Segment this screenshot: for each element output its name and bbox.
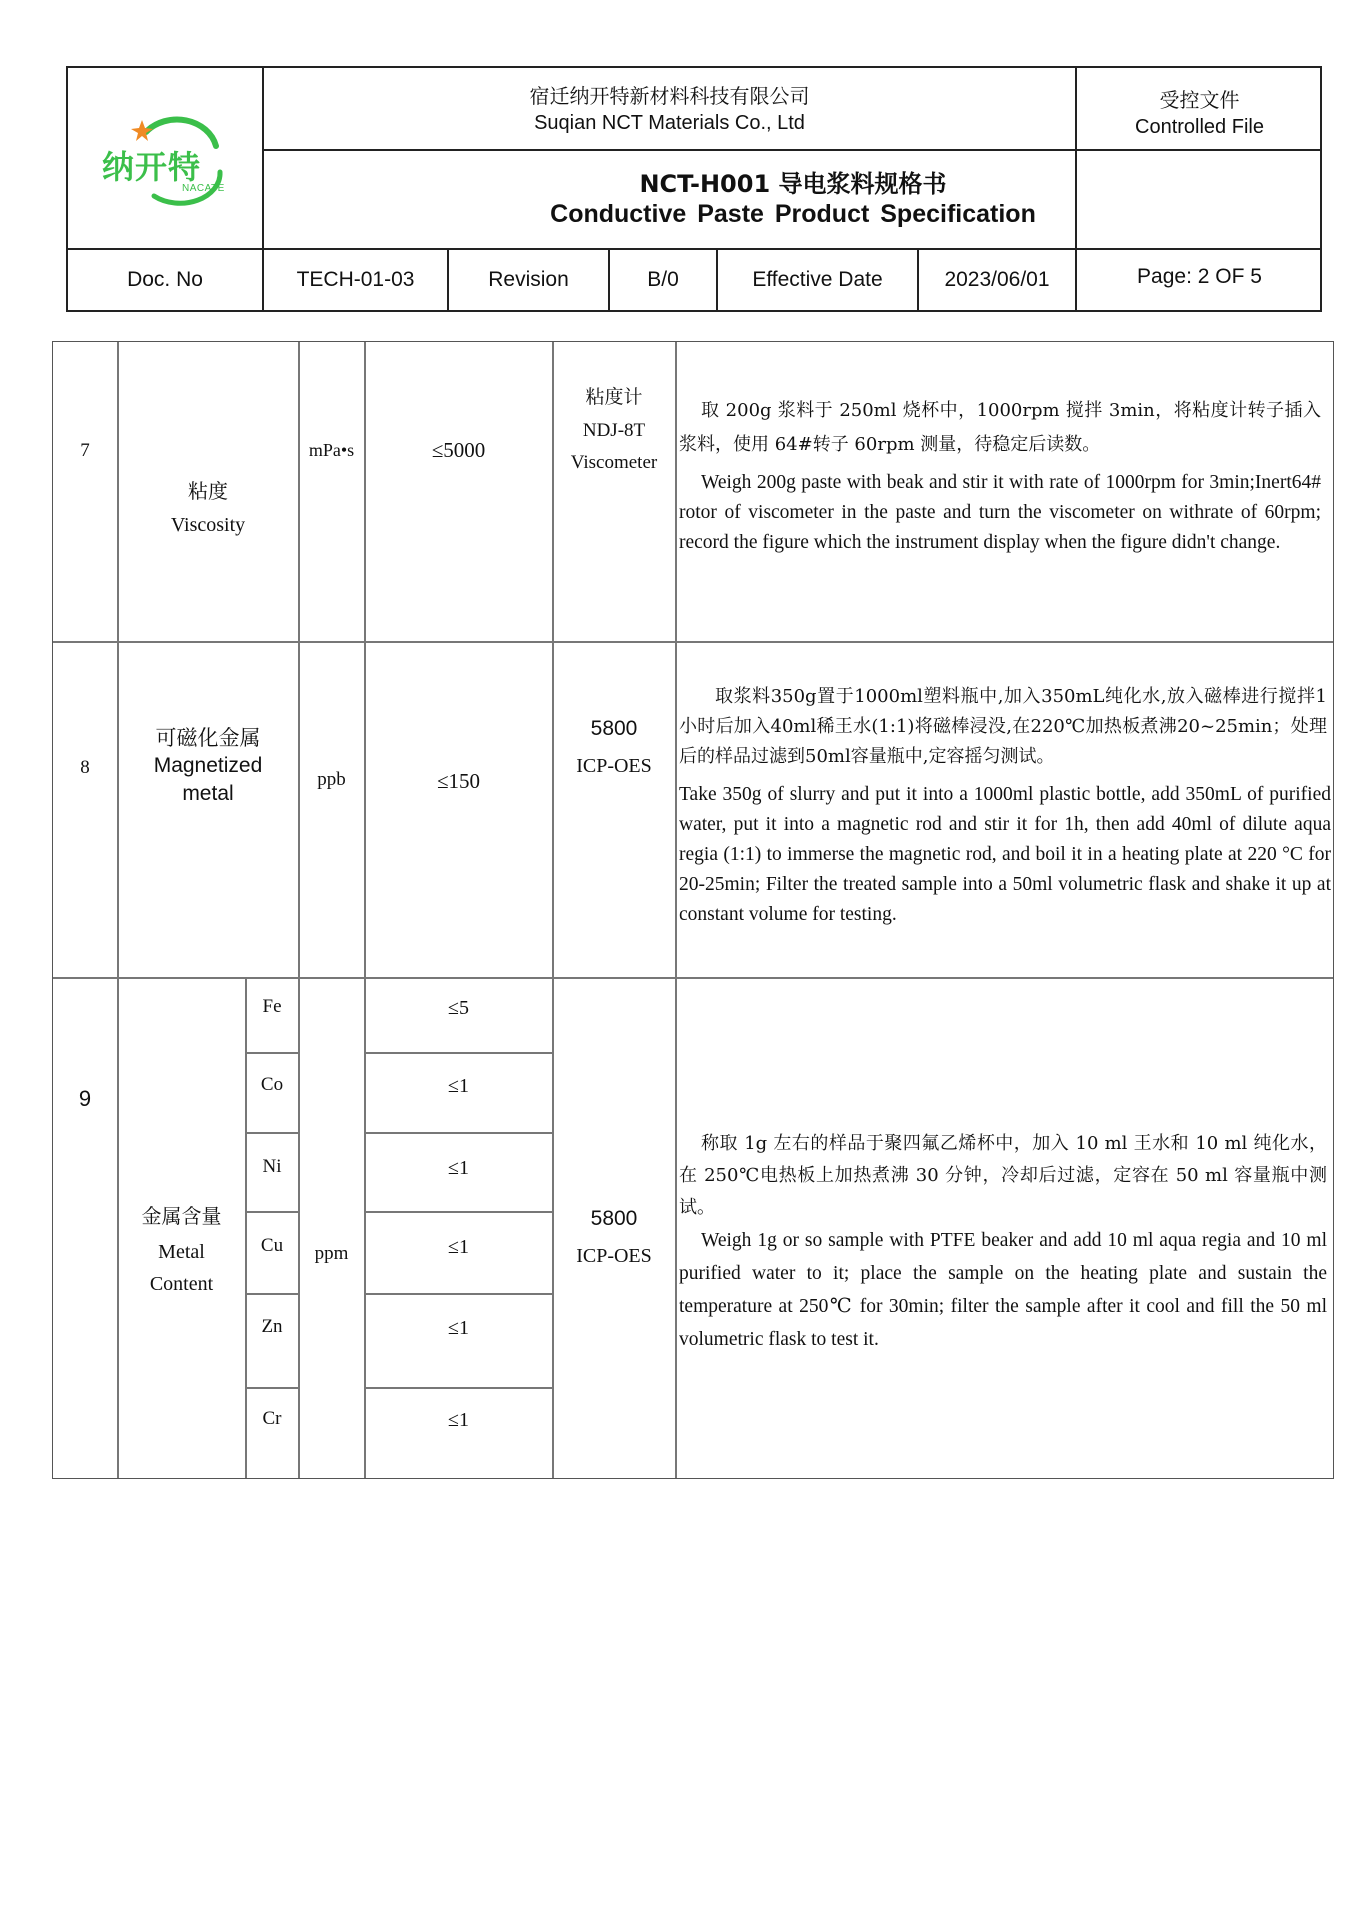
doc-no-value: TECH-01-03 <box>296 268 415 291</box>
instrument-model: 5800 <box>590 1207 638 1230</box>
element-spec: ≤1 <box>448 1157 469 1179</box>
doc-title-en: Conductive Paste Product Specification <box>550 200 1036 228</box>
effective-date-label: Effective Date <box>752 268 883 291</box>
element-symbol: Cr <box>262 1408 282 1429</box>
doc-no-label: Doc. No <box>127 268 203 291</box>
item-name-cn: 金属含量 <box>141 1204 222 1228</box>
instrument-name: ICP-OES <box>576 755 652 777</box>
controlled-file-cn: 受控文件 <box>1159 88 1240 112</box>
method-cn: 称取 1g 左右的样品于聚四氟乙烯杯中，加入 10 ml 王水和 10 ml 纯化水，在 250℃电热板上加热煮沸 30 分钟，冷却后过滤，定容在 50 ml 容量瓶中测试。 <box>679 1133 1327 1218</box>
doc-title-cn: NCT-H001 导电浆料规格书 <box>639 170 947 198</box>
method-en: Weigh 1g or so sample with PTFE beaker and add 10 ml aqua regia and 10 ml purified water to it; place the sample on the heating plate and sustain the temperature at 250℃ for 30min; filter the sample after it cool and fill the 50 ml volumetric flask to test it. <box>679 1230 1327 1350</box>
company-name-cn: 宿迁纳开特新材料科技有限公司 <box>529 84 810 108</box>
unit: ppb <box>317 769 346 790</box>
row-no: 8 <box>80 757 90 778</box>
element-symbol: Cu <box>260 1235 284 1256</box>
method-cn: 取浆料350g置于1000ml塑料瓶中,加入350mL纯化水,放入磁棒进行搅拌1小时后加入40ml稀王水(1:1)将磁棒浸没,在220℃加热板煮沸20~25min；处理后的样品过滤到50ml容量瓶中,定容摇匀测试。 <box>679 686 1327 767</box>
element-symbol: Ni <box>262 1156 282 1177</box>
logo-text-cn: 纳开特 <box>102 148 202 186</box>
method-en: Weigh 200g paste with beak and stir it with rate of 1000rpm for 3min;Inert64# rotor of viscometer in the paste and turn the viscometer on withrate of 60rpm; record the figure which the instrument display when the figure didn't change. <box>679 472 1321 553</box>
instrument-line: NDJ-8T <box>582 420 646 441</box>
company-logo <box>98 108 238 208</box>
spec-value: ≤5000 <box>431 438 486 462</box>
element-symbol: Co <box>260 1074 284 1095</box>
spec-value: ≤150 <box>436 769 481 793</box>
row-no: 9 <box>78 1086 92 1111</box>
document-header <box>66 66 1322 312</box>
method-cn: 取 200g 浆料于 250ml 烧杯中，1000rpm 搅拌 3min，将粘度计转子插入浆料，使用 64#转子 60rpm 测量，待稳定后读数。 <box>679 400 1321 455</box>
revision-label: Revision <box>488 268 569 291</box>
unit: mPa•s <box>308 440 355 460</box>
item-name-en: Magnetized metal <box>153 754 263 805</box>
element-spec: ≤1 <box>448 1075 469 1097</box>
spec-table <box>52 341 1334 1479</box>
unit: ppm <box>314 1243 349 1264</box>
instrument-model: 5800 <box>590 717 638 740</box>
page-number: Page: 2 OF 5 <box>1137 265 1262 288</box>
company-name-en: Suqian NCT Materials Co., Ltd <box>534 112 805 134</box>
logo-text-en: NACATE <box>182 183 225 194</box>
element-spec: ≤1 <box>448 1317 469 1339</box>
instrument-line: Viscometer <box>570 452 658 473</box>
row-no: 7 <box>80 440 90 461</box>
item-name-en: Viscosity <box>170 514 246 536</box>
instrument-line: 粘度计 <box>585 386 643 408</box>
controlled-file-en: Controlled File <box>1135 116 1264 138</box>
item-name-cn: 可磁化金属 <box>155 726 261 750</box>
instrument-name: ICP-OES <box>576 1245 652 1267</box>
item-name-en: Metal Content <box>149 1241 214 1295</box>
effective-date-value: 2023/06/01 <box>944 268 1050 291</box>
revision-value: B/0 <box>647 268 679 291</box>
element-symbol: Zn <box>261 1316 283 1337</box>
element-spec: ≤5 <box>448 997 469 1019</box>
item-name-cn: 粘度 <box>188 479 228 503</box>
element-spec: ≤1 <box>448 1409 469 1431</box>
element-spec: ≤1 <box>448 1236 469 1258</box>
element-symbol: Fe <box>262 996 282 1017</box>
method-en: Take 350g of slurry and put it into a 1000ml plastic bottle, add 350mL of purified water, put it into a magnetic rod and stir it for 1h, then add 40ml of dilute aqua regia (1:1) to immerse the magnetic rod, and boil it in a heating plate at 220 °C for 20-25min; Filter the treated sample into a 50ml volumetric flask and shake it up at constant volume for testing. <box>679 784 1331 925</box>
